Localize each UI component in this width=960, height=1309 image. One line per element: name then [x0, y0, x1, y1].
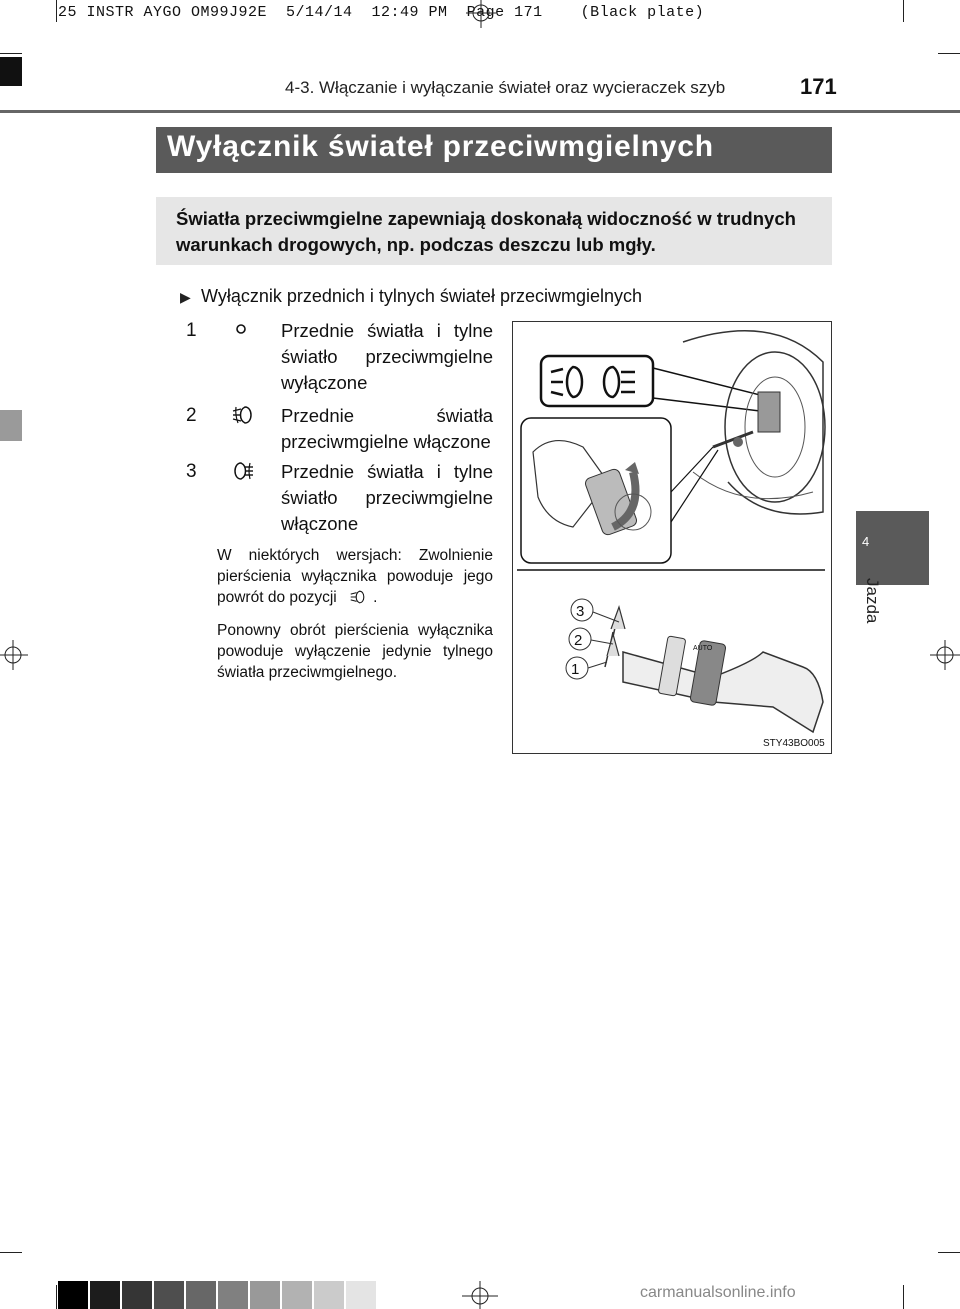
callout-3: 3 [576, 603, 585, 620]
color-swatch [314, 1281, 344, 1309]
front-fog-icon [231, 404, 255, 426]
page-number: 171 [800, 74, 837, 99]
item-number: 1 [186, 320, 197, 341]
note-body: W niektórych wersjach: Zwolnienie pierścienia wyłącznika powoduje jego powrót do pozycji [217, 547, 493, 606]
off-position-icon [234, 322, 248, 336]
color-swatch [58, 1281, 88, 1309]
crop-mark [0, 53, 22, 54]
bullet-triangle-icon: ▶ [180, 289, 191, 305]
item-number: 2 [186, 405, 197, 426]
item-text: Przednie światła i tylne światło przeciwmgielne wyłączone [281, 320, 493, 393]
item-number: 3 [186, 461, 197, 482]
bullet-heading: Wyłącznik przednich i tylnych świateł przeciwmgielnych [201, 286, 642, 306]
note-text [217, 545, 493, 608]
crop-mark [56, 0, 57, 22]
fog-switch-illustration [513, 322, 831, 753]
edge-marker [0, 410, 22, 441]
auto-label: AUTO [693, 645, 713, 652]
color-swatch [282, 1281, 312, 1309]
registration-mark [462, 1281, 498, 1309]
registration-mark [466, 0, 496, 28]
color-swatch [186, 1281, 216, 1309]
color-swatch [250, 1281, 280, 1309]
section-title: Wyłącznik świateł przeciwmgielnych [167, 130, 714, 163]
crop-mark [903, 0, 904, 22]
item-text: Przednie światła i tylne światło przeciwmgielne włączone [281, 461, 493, 534]
chapter-title: 4-3. Włączanie i wyłączanie świateł oraz wycieraczek szyb [285, 78, 726, 97]
illustration-frame [512, 321, 832, 754]
color-swatch [218, 1281, 248, 1309]
chapter-label: Jazda [863, 578, 882, 624]
note-text-2: Ponowny obrót pierścienia wyłącznika powoduje wyłączenie jedynie tylnego światła przeciwmgielnego. [217, 622, 493, 681]
illustration-code: STY43BO005 [763, 738, 825, 749]
callout-2: 2 [574, 632, 583, 649]
callout-1: 1 [571, 661, 580, 678]
print-header: 25 INSTR AYGO OM99J92E 5/14/14 12:49 PM Page 171 (Black plate) [58, 4, 705, 21]
color-swatch [154, 1281, 184, 1309]
crop-mark [938, 53, 960, 54]
color-swatch [90, 1281, 120, 1309]
registration-mark [930, 640, 960, 670]
intro-text: Światła przeciwmgielne zapewniają doskonałą widoczność w trudnych warunkach drogowych, np. podczas deszczu lub mgły. [176, 208, 796, 255]
header-rule [0, 110, 960, 113]
chapter-number: 4 [862, 534, 870, 549]
crop-mark [0, 1252, 22, 1253]
crop-mark [938, 1252, 960, 1253]
front-fog-icon [347, 589, 369, 605]
crop-mark [903, 1285, 904, 1309]
watermark: carmanualsonline.info [640, 1284, 796, 1301]
edge-marker [0, 57, 22, 86]
registration-mark [0, 640, 28, 670]
crop-mark [56, 1285, 57, 1309]
color-swatch [122, 1281, 152, 1309]
item-text: Przednie światła przeciwmgielne włączone [281, 405, 493, 452]
rear-fog-icon [231, 460, 255, 482]
note-end: . [373, 589, 378, 606]
color-swatch [346, 1281, 376, 1309]
